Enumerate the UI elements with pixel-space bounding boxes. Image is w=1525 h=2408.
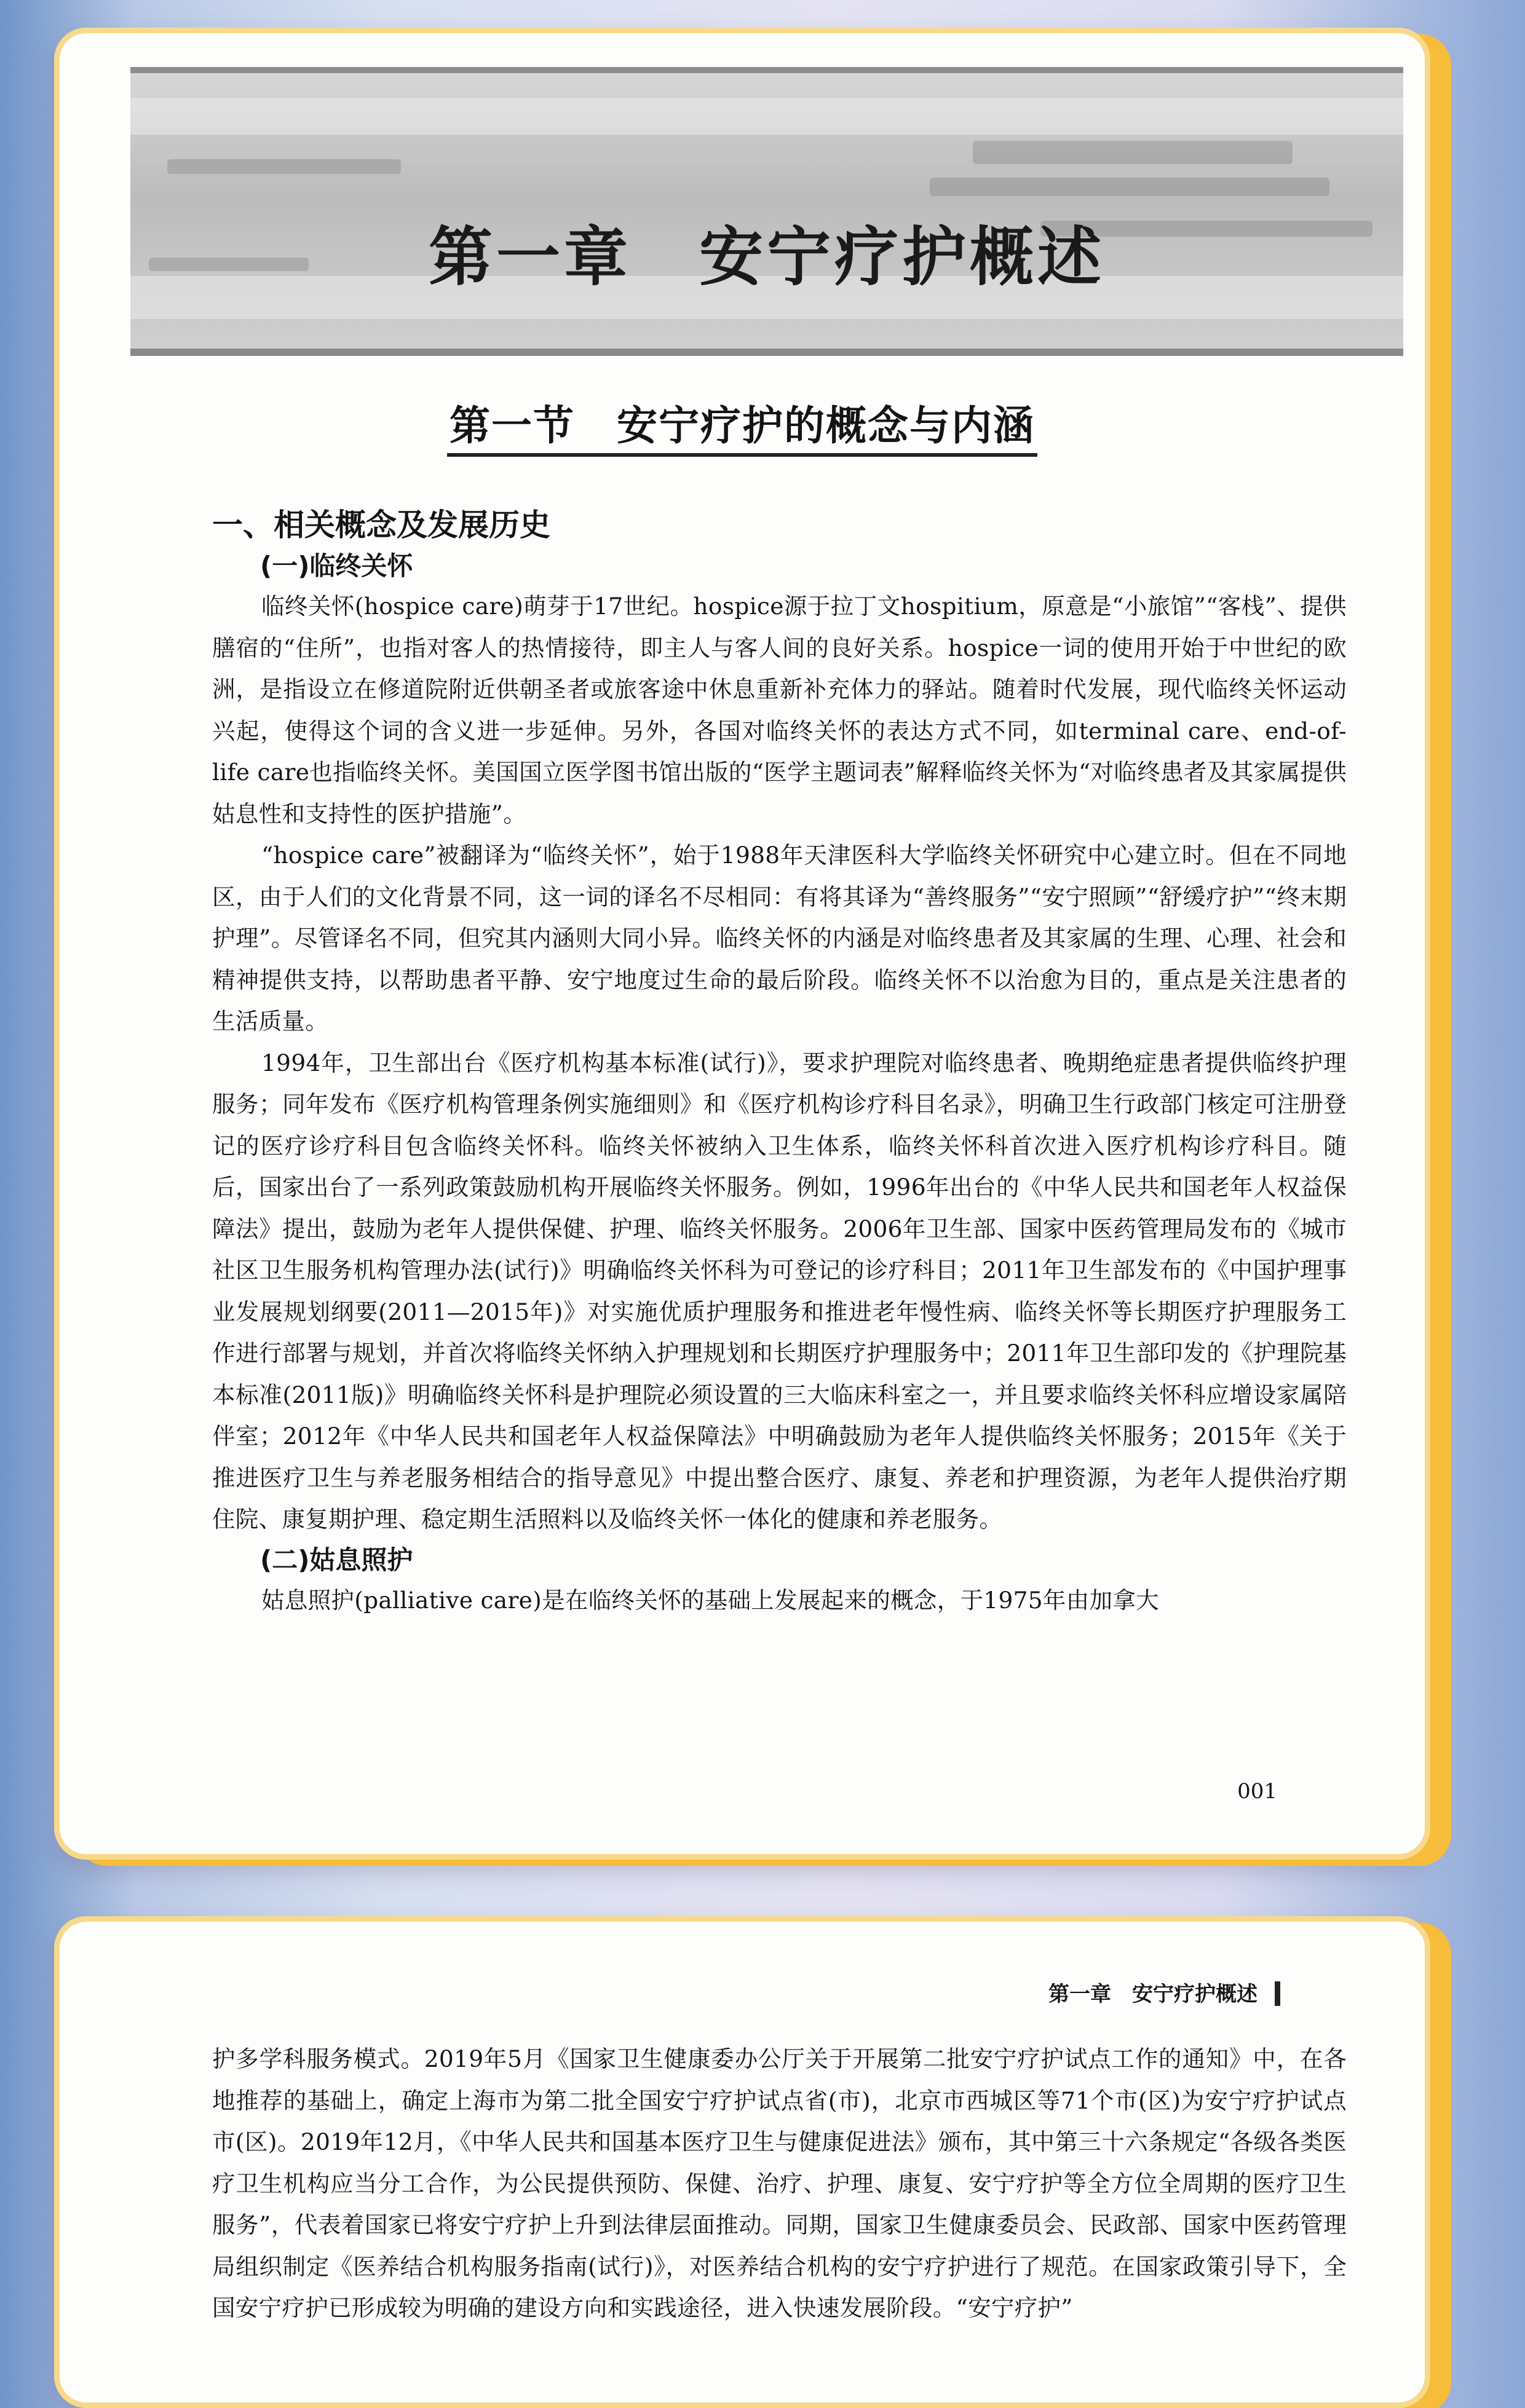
paragraph: “hospice care”被翻译为“临终关怀”，始于1988年天津医科大学临终关怀研究中心建立时。但在不同地区，由于人们的文化背景不同，这一词的译名不尽相同：有将其译为“善终服务”“安宁照顾”“舒缓疗护”“终末期护理”。尽管译名不同，但究其内涵则大同小异。临终关怀的内涵是对临终患者及其家属的生理、心理、社会和精神提供支持，以帮助患者平静、安宁地度过生命的最后阶段。临终关怀不以治愈为目的，重点是关注患者的生活质量。 xyxy=(212,842,1347,1035)
heading-related-concepts: 一、相关概念及发展历史 xyxy=(212,507,550,543)
running-head-text: 第一章 安宁疗护概述 xyxy=(1048,1982,1258,2007)
running-head-mark xyxy=(1275,1981,1280,2006)
subheading-palliative-care: (二)姑息照护 xyxy=(260,1544,413,1575)
chapter-banner xyxy=(130,67,1403,356)
paragraph: 护多学科服务模式。2019年5月《国家卫生健康委办公厅关于开展第二批安宁疗护试点工作的通知》中，在各地推荐的基础上，确定上海市为第二批全国安宁疗护试点省(市)，北京市西城区等71个市(区)为安宁疗护试点市(区)。2019年12月，《中华人民共和国基本医疗卫生与健康促进法》颁布，其中第三十六条规定“各级各类医疗卫生机构应当分工合作，为公民提供预防、保健、治疗、护理、康复、安宁疗护等全方位全周期的医疗卫生服务”，代表着国家已将安宁疗护上升到法律层面推动。同期，国家卫生健康委员会、民政部、国家中医药管理局组织制定《医养结合机构服务指南(试行)》，对医养结合机构的安宁疗护进行了规范。在国家政策引导下，全国安宁疗护已形成较为明确的建设方向和实践途径，进入快速发展阶段。“安宁疗护” xyxy=(212,2045,1347,2321)
section-title-text: 第一节 安宁疗护的概念与内涵 xyxy=(447,402,1037,457)
page-card-2 xyxy=(54,1916,1430,2408)
paragraph: 姑息照护(palliative care)是在临终关怀的基础上发展起来的概念，于1975年由加拿大 xyxy=(261,1586,1159,1614)
page-number: 001 xyxy=(1237,1779,1277,1804)
chapter-title: 第一章 安宁疗护概述 xyxy=(428,219,1105,294)
subheading-hospice-care: (一)临终关怀 xyxy=(260,551,413,581)
page2-body xyxy=(212,2039,1347,2329)
paragraph: 临终关怀(hospice care)萌芽于17世纪。hospice源于拉丁文hospitium，原意是“小旅馆”“客栈”、提供膳宿的“住所”，也指对客人的热情接待，即主人与客人间的良好关系。hospice一词的使用开始于中世纪的欧洲，是指设立在修道院附近供朝圣者或旅客途中休息重新补充体力的驿站。随着时代发展，现代临终关怀运动兴起，使得这个词的含义进一步延伸。另外，各国对临终关怀的表达方式不同，如terminal care、end-of-life care也指临终关怀。美国国立医学图书馆出版的“医学主题词表”解释临终关怀为“对临终患者及其家属提供姑息性和支持性的医护措施”。 xyxy=(212,593,1347,827)
section-title xyxy=(60,393,1425,451)
main-body xyxy=(212,503,1347,1621)
running-head xyxy=(1048,1977,1280,2007)
paragraph: 1994年，卫生部出台《医疗机构基本标准(试行)》，要求护理院对临终患者、晚期绝症患者提供临终护理服务；同年发布《医疗机构管理条例实施细则》和《医疗机构诊疗科目名录》，明确卫生行政部门核定可注册登记的医疗诊疗科目包含临终关怀科。临终关怀被纳入卫生体系，临终关怀科首次进入医疗机构诊疗科目。随后，国家出台了一系列政策鼓励机构开展临终关怀服务。例如，1996年出台的《中华人民共和国老年人权益保障法》提出，鼓励为老年人提供保健、护理、临终关怀服务。2006年卫生部、国家中医药管理局发布的《城市社区卫生服务机构管理办法(试行)》明确临终关怀科为可登记的诊疗科目；2011年卫生部发布的《中国护理事业发展规划纲要(2011—2015年)》对实施优质护理服务和推进老年慢性病、临终关怀等长期医疗护理服务工作进行部署与规划，并首次将临终关怀纳入护理规划和长期医疗护理服务中；2011年卫生部印发的《护理院基本标准(2011版)》明确临终关怀科是护理院必须设置的三大临床科室之一，并且要求临终关怀科应增设家属陪伴室；2012年《中华人民共和国老年人权益保障法》中明确鼓励为老年人提供临终关怀服务；2015年《关于推进医疗卫生与养老服务相结合的指导意见》中提出整合医疗、康复、养老和护理资源，为老年人提供治疗期住院、康复期护理、稳定期生活照料以及临终关怀一体化的健康和养老服务。 xyxy=(212,1049,1347,1533)
page-card-1 xyxy=(54,28,1430,1860)
